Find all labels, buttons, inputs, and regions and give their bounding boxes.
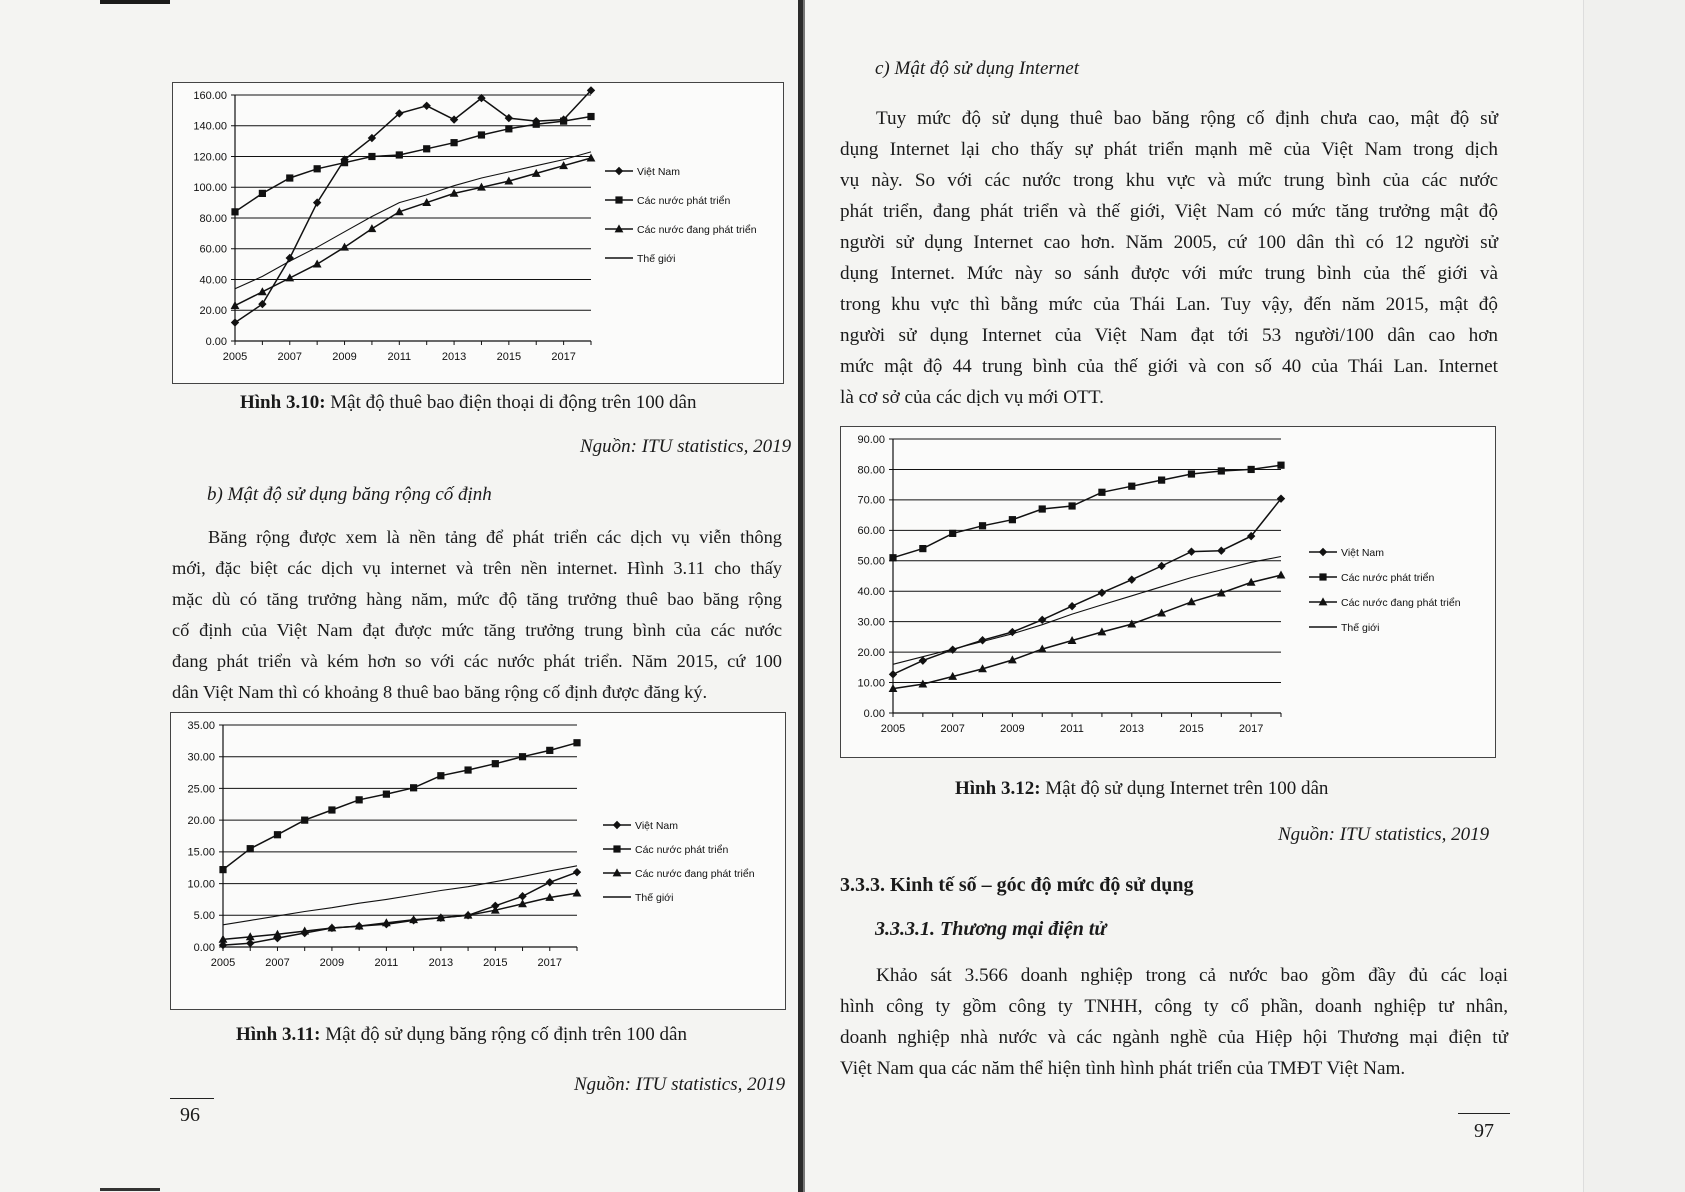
section-3-3-3-1-heading: 3.3.3.1. Thương mại điện tử (875, 918, 1107, 940)
paragraph-line: người sử dụng Internet của Việt Nam đạt tới 53 người/100 dân cao hơn (840, 325, 1498, 346)
fig311-data-point (246, 939, 254, 947)
page-number: 96 (180, 1104, 200, 1126)
fig310-y-tick-label: 120.00 (193, 151, 227, 164)
paragraph-line: mức mật độ 44 trung bình của thế giới và con số 40 của Thái Lan. Internet (840, 356, 1498, 377)
fig311-y-tick-label: 20.00 (187, 814, 215, 827)
fig312-data-point (889, 554, 896, 561)
fig310-data-point (423, 145, 430, 152)
paragraph-line: người sử dụng Internet cao hơn. Năm 2005, cứ 100 dân thì có 12 người sử (840, 232, 1498, 253)
fig311-x-tick-label: 2007 (265, 957, 290, 969)
page-number-rule (1458, 1113, 1510, 1114)
fig312-x-tick-label: 2015 (1179, 723, 1204, 735)
fig311-data-point (573, 868, 581, 876)
fig312-x-tick-label: 2009 (1000, 723, 1025, 735)
figure-3-10-caption (240, 392, 697, 414)
fig312-data-point (1039, 505, 1046, 512)
fig312-y-tick-label: 0.00 (863, 707, 885, 720)
figure-3-10-title: Mật độ thuê bao điện thoại di động trên 100 dân (330, 392, 697, 413)
fig311-data-point (492, 760, 499, 767)
fig311-y-tick-label: 5.00 (193, 910, 215, 923)
fig311-x-tick-label: 2017 (537, 957, 563, 969)
fig311-x-tick-label: 2013 (428, 957, 454, 969)
fig312-y-tick-label: 70.00 (857, 494, 885, 507)
fig310-series-line (235, 117, 591, 212)
fig311-series-1 (219, 739, 580, 873)
fig310-data-point (259, 190, 266, 197)
paragraph-line: dụng Internet. Mức này so sánh được với mức trung bình của thế giới và (840, 263, 1498, 284)
fig312-legend-label: Các nước đang phát triển (1341, 596, 1461, 609)
fig310-x-tick-label: 2017 (551, 351, 576, 363)
fig310-data-point (341, 159, 348, 166)
fig311-svg (171, 713, 785, 1009)
fig312-legend-label: Thế giới (1341, 621, 1380, 634)
paragraph-line: phát triển, đang phát triển và thế giới, Việt Nam có mức tăng trưởng mật độ (840, 201, 1498, 222)
fig310-data-point (560, 118, 567, 125)
fig312-data-point (1098, 489, 1105, 496)
fig311-legend-label: Các nước đang phát triển (635, 867, 755, 880)
fig311-y-tick-label: 10.00 (187, 878, 215, 891)
paragraph-line: Việt Nam qua các năm thể hiện tình hình phát triển của TMĐT Việt Nam. (840, 1058, 1406, 1079)
fig310-data-point (231, 208, 238, 215)
fig312-y-tick-label: 10.00 (857, 677, 885, 690)
fig311-x-tick-label: 2005 (210, 957, 236, 969)
fig312-series-1 (889, 462, 1284, 562)
fig310-data-point (313, 198, 321, 206)
figure-3-11-title: Mật độ sử dụng băng rộng cố định trên 100 dân (325, 1024, 687, 1045)
section-c-paragraph (840, 103, 1498, 413)
fig312-svg (841, 427, 1495, 757)
fig310-y-tick-label: 160.00 (193, 89, 227, 102)
fig311-series-0 (219, 868, 581, 949)
fig310-legend-label: Thế giới (637, 252, 676, 265)
fig311-legend-marker (613, 821, 621, 829)
section-b-paragraph (172, 522, 782, 708)
fig311-data-point (464, 766, 471, 773)
paragraph-line: Khảo sát 3.566 doanh nghiệp trong cả nước bao gồm đầy đủ các loại (876, 965, 1508, 986)
figure-3-12-label: Hình 3.12: (955, 778, 1041, 799)
fig312-data-point (1187, 547, 1195, 555)
figure-3-12-source: Nguồn: ITU statistics, 2019 (1278, 824, 1490, 845)
fig310-y-tick-label: 40.00 (199, 274, 227, 287)
fig312-data-point (1277, 462, 1284, 469)
fig312-legend-label: Các nước phát triển (1341, 571, 1435, 584)
fig310-legend-label: Các nước đang phát triển (637, 223, 757, 236)
fig310-series-2 (231, 153, 596, 309)
fig310-x-tick-label: 2011 (387, 351, 412, 363)
fig310-legend-label: Các nước phát triển (637, 194, 731, 207)
fig310-x-tick-label: 2009 (332, 351, 357, 363)
fig312-series-0 (889, 494, 1285, 678)
paragraph-line: Băng rộng được xem là nền tảng để phát triển các dịch vụ viễn thông (208, 527, 782, 547)
fig312-x-tick-label: 2017 (1238, 723, 1264, 735)
fig310-data-point (258, 287, 267, 295)
paragraph-line: mới, đặc biệt các dịch vụ internet và trên nền internet. Hình 3.11 cho thấy (172, 558, 782, 578)
fig311-data-point (437, 772, 444, 779)
fig312-data-point (1218, 467, 1225, 474)
fig311-y-tick-label: 30.00 (187, 751, 215, 764)
fig310-data-point (313, 260, 322, 268)
fig311-data-point (247, 845, 254, 852)
fig311-data-point (573, 739, 580, 746)
fig312-data-point (1248, 466, 1255, 473)
fig310-data-point (340, 243, 349, 251)
fig312-legend-label: Việt Nam (1341, 546, 1384, 559)
figure-3-12-title: Mật độ sử dụng Internet trên 100 dân (1045, 778, 1329, 799)
fig312-data-point (949, 530, 956, 537)
page-number: 97 (1474, 1120, 1494, 1142)
fig311-data-point (518, 892, 526, 900)
fig310-data-point (286, 174, 293, 181)
figure-3-11-source: Nguồn: ITU statistics, 2019 (574, 1074, 786, 1095)
paragraph-line: là cơ sở của các dịch vụ mới OTT. (840, 387, 1104, 408)
fig310-x-tick-label: 2015 (496, 351, 522, 363)
figure-3-11-label: Hình 3.11: (236, 1024, 321, 1045)
fig310-x-tick-label: 2007 (277, 351, 303, 363)
scan-artifact-bottom (100, 1188, 160, 1191)
fig312-y-tick-label: 30.00 (857, 616, 885, 629)
fig310-data-point (368, 153, 375, 160)
fig312-series-2 (889, 570, 1286, 692)
fig310-legend-marker (615, 167, 623, 175)
fig312-y-tick-label: 80.00 (857, 464, 885, 477)
fig310-y-tick-label: 100.00 (193, 182, 227, 195)
fig310-data-point (285, 273, 294, 281)
fig312-series-line (893, 465, 1281, 558)
paragraph-line: cố định của Việt Nam đạt được mức tăng trưởng trung bình của các nước (172, 620, 782, 640)
fig311-legend-label: Việt Nam (635, 819, 678, 832)
fig310-data-point (396, 151, 403, 158)
fig311-data-point (573, 888, 582, 896)
fig311-y-tick-label: 15.00 (187, 846, 215, 859)
fig311-x-tick-label: 2011 (374, 957, 399, 969)
fig310-y-tick-label: 20.00 (199, 305, 227, 318)
paragraph-line: đang phát triển và kém hơn so với các nước phát triển. Năm 2015, cứ 100 (172, 651, 782, 671)
fig311-data-point (301, 817, 308, 824)
paragraph-line: Tuy mức độ sử dụng thuê bao băng rộng cố định chưa cao, mật độ sử (876, 108, 1498, 129)
fig311-data-point (546, 878, 554, 886)
fig310-legend-label: Việt Nam (637, 165, 680, 178)
fig310-svg (173, 83, 783, 383)
figure-3-11-caption (236, 1024, 687, 1046)
page-edge-margin (1583, 0, 1685, 1192)
fig311-data-point (219, 866, 226, 873)
paragraph-line: trong khu vực thì bằng mức của Thái Lan. Tuy vậy, đến năm 2015, mật độ (840, 294, 1498, 315)
fig312-data-point (919, 545, 926, 552)
fig311-legend-label: Các nước phát triển (635, 843, 729, 856)
fig310-data-point (368, 224, 377, 232)
fig310-data-point (450, 139, 457, 146)
fig312-x-tick-label: 2007 (940, 723, 965, 735)
figure-3-12-caption (955, 778, 1328, 800)
paragraph-line: vụ này. So với các nước trong khu vực và mức trung bình của các nước (840, 170, 1498, 191)
fig310-x-tick-label: 2013 (441, 351, 467, 363)
fig310-data-point (533, 121, 540, 128)
fig311-data-point (410, 784, 417, 791)
fig312-data-point (1158, 477, 1165, 484)
fig311-series-line (223, 743, 577, 870)
fig310-data-point (231, 301, 240, 309)
fig310-x-tick-label: 2005 (222, 351, 248, 363)
fig310-y-tick-label: 0.00 (205, 335, 227, 348)
fig310-y-tick-label: 140.00 (193, 120, 227, 133)
fig312-x-tick-label: 2005 (880, 723, 906, 735)
fig310-data-point (422, 102, 430, 110)
paragraph-line: mặc dù có tăng trưởng hàng năm, mức độ tăng trưởng thuê bao băng rộng (172, 589, 782, 609)
fig310-series-1 (231, 113, 594, 216)
book-spine-edge (803, 0, 805, 1192)
fig310-data-point (314, 165, 321, 172)
fig312-y-tick-label: 60.00 (857, 525, 885, 538)
fig311-y-tick-label: 25.00 (187, 783, 215, 796)
fig312-data-point (1157, 562, 1165, 570)
fig311-data-point (519, 753, 526, 760)
fig310-data-point (587, 113, 594, 120)
fig310-data-point (258, 300, 266, 308)
figure-3-12-chart (840, 426, 1496, 758)
fig312-x-tick-label: 2013 (1119, 723, 1145, 735)
section-c-heading: c) Mật độ sử dụng Internet (875, 58, 1080, 79)
fig312-y-tick-label: 90.00 (857, 433, 885, 446)
section-3-3-3-heading: 3.3.3. Kinh tế số – góc độ mức độ sử dụng (840, 874, 1194, 896)
fig312-x-tick-label: 2011 (1060, 723, 1084, 735)
figure-3-11-chart (170, 712, 786, 1010)
fig312-y-tick-label: 20.00 (857, 646, 885, 659)
fig312-data-point (1277, 570, 1286, 578)
fig312-data-point (1068, 602, 1076, 610)
fig312-data-point (1128, 483, 1135, 490)
fig311-data-point (274, 831, 281, 838)
fig311-legend-marker (613, 845, 620, 852)
paragraph-line: dụng Internet lại cho thấy sự phát triển mạnh mẽ của Việt Nam trong dịch (840, 139, 1498, 160)
figure-3-10-label: Hình 3.10: (240, 392, 326, 413)
fig312-data-point (1038, 616, 1046, 624)
paragraph-line: hình công ty gồm công ty TNHH, công ty cổ phần, doanh nghiệp tư nhân, (840, 996, 1508, 1017)
fig310-data-point (505, 125, 512, 132)
fig311-y-tick-label: 0.00 (193, 941, 215, 954)
fig312-data-point (1217, 547, 1225, 555)
fig312-y-tick-label: 50.00 (857, 555, 885, 568)
fig311-data-point (356, 796, 363, 803)
fig310-data-point (478, 131, 485, 138)
fig311-y-tick-label: 35.00 (187, 719, 215, 732)
fig310-y-tick-label: 60.00 (199, 243, 227, 256)
fig312-data-point (1128, 575, 1136, 583)
figure-3-10-chart (172, 82, 784, 384)
fig310-legend-marker (615, 196, 622, 203)
fig312-data-point (1188, 470, 1195, 477)
paragraph-line: doanh nghiệp nhà nước và các ngành nghề của Hiệp hội Thương mại điện tử (840, 1027, 1508, 1048)
fig311-data-point (383, 791, 390, 798)
fig311-legend-label: Thế giới (635, 891, 674, 904)
fig312-data-point (1009, 516, 1016, 523)
section-3-3-3-1-paragraph (840, 960, 1508, 1084)
fig310-data-point (587, 153, 596, 161)
fig310-y-tick-label: 80.00 (199, 212, 227, 225)
fig312-data-point (979, 522, 986, 529)
fig311-data-point (546, 747, 553, 754)
fig310-data-point (231, 318, 239, 326)
fig312-data-point (1068, 502, 1075, 509)
fig312-data-point (1098, 589, 1106, 597)
figure-3-10-source: Nguồn: ITU statistics, 2019 (580, 436, 792, 457)
fig311-data-point (328, 806, 335, 813)
fig312-legend-marker (1319, 573, 1326, 580)
section-b-heading: b) Mật độ sử dụng băng rộng cố định (207, 484, 492, 505)
scan-artifact-top (100, 0, 170, 4)
fig311-x-tick-label: 2015 (483, 957, 508, 969)
fig312-legend-marker (1319, 548, 1327, 556)
fig312-data-point (889, 670, 897, 678)
page-number-rule (170, 1098, 214, 1099)
fig312-y-tick-label: 40.00 (857, 586, 885, 599)
fig311-x-tick-label: 2009 (319, 957, 345, 969)
paragraph-line: dân Việt Nam thì có khoảng 8 thuê bao băng rộng cố định được đăng ký. (172, 682, 708, 702)
